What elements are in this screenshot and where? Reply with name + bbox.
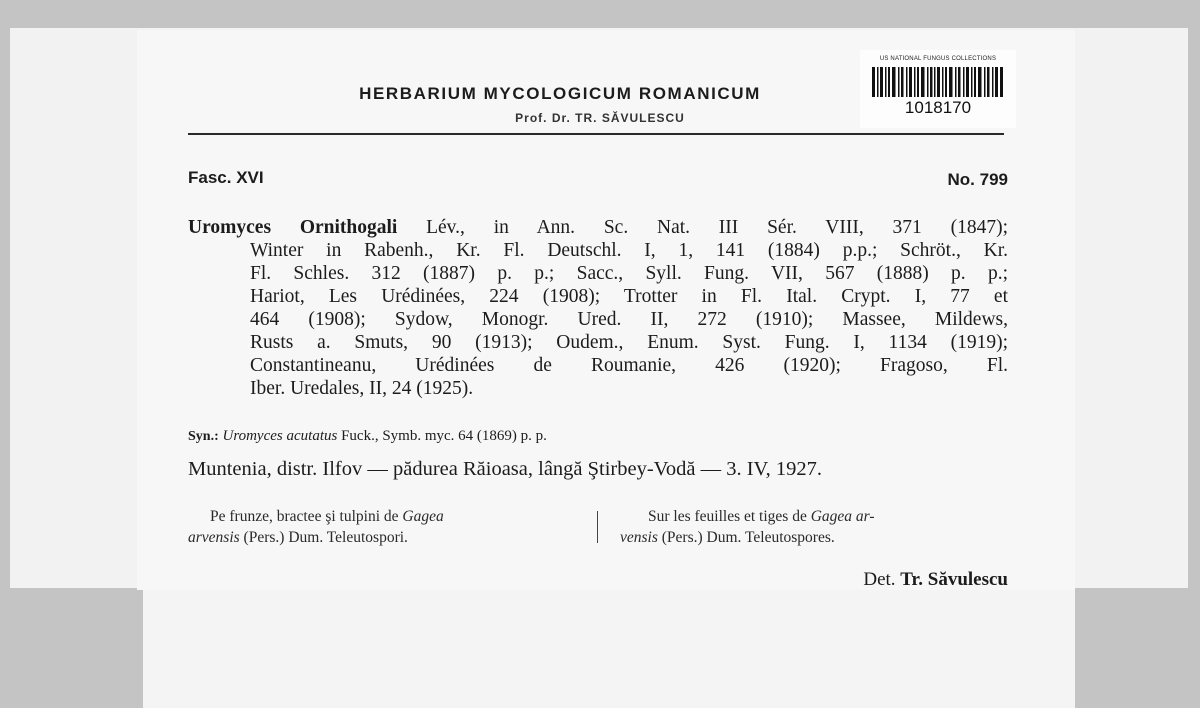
synonym-label: Syn.: [188,429,219,444]
determiner-prefix: Det. [863,569,896,590]
determiner [863,569,1008,591]
host-note-french [620,506,1008,548]
fascicle-label: Fasc. XVI [188,168,264,187]
barcode-caption: US NATIONAL FUNGUS COLLECTIONS [879,56,997,62]
host-fr-species: vensis [620,529,658,546]
barcode-number: 1018170 [904,98,972,117]
species-citation [188,216,1008,400]
herbarium-subtitle: Prof. Dr. TR. SĂVULESCU [515,111,685,125]
column-divider [597,511,598,543]
host-ro-text-2: (Pers.) Dum. Teleutospori. [239,529,408,546]
host-ro-species: arvensis [188,529,240,546]
host-fr-genus: Gagea ar- [810,508,875,525]
host-fr-text: Sur les feuilles et tiges de [648,508,811,525]
species-name: Uromyces Ornithogali [188,217,398,238]
header-rule [188,133,1004,135]
barcode-sticker [860,50,1016,128]
herbarium-title: HERBARIUM MYCOLOGICUM ROMANICUM [359,84,761,103]
citation-line: Iber. Uredales, II, 24 (1925). [250,378,474,399]
citation-line: Fl. Schles. 312 (1887) p. p.; Sacc., Syll. Fung. VII, 567 (1888) p. p.; [250,263,1008,284]
citation-line: Constantineanu, Urédinées de Roumanie, 426 (1920); Fragoso, Fl. [250,355,1008,376]
host-note-romanian [188,506,573,548]
host-fr-text-2: (Pers.) Dum. Teleutospores. [657,529,835,546]
citation-line: Winter in Rabenh., Kr. Fl. Deutschl. I, 1, 141 (1884) p.p.; Schröt., Kr. [250,240,1008,261]
synonym-reference: Fuck., Symb. myc. 64 (1869) p. p. [337,428,547,444]
citation-line: Rusts a. Smuts, 90 (1913); Oudem., Enum. Syst. Fung. I, 1134 (1919); [250,332,1008,353]
citation-line: Hariot, Les Urédinées, 224 (1908); Trotter in Fl. Ital. Crypt. I, 77 et [250,286,1008,307]
host-ro-text: Pe frunze, bractee şi tulpini de [210,508,403,525]
collection-locality: Muntenia, distr. Ilfov — pădurea Răioasa, lângă Ştirbey-Vodă — 3. IV, 1927. [188,458,823,480]
barcode-icon [872,67,1004,97]
citation-line-text: Lév., in Ann. Sc. Nat. III Sér. VIII, 371 (1847); [397,217,1008,238]
host-ro-genus: Gagea [402,508,444,525]
citation-line: 464 (1908); Sydow, Monogr. Ured. II, 272 (1910); Massee, Mildews, [250,309,1008,330]
synonym-line [188,428,547,445]
specimen-number: No. 799 [947,170,1008,189]
citation-line [188,216,1008,239]
synonym-name: Uromyces acutatus [222,428,338,444]
determiner-name: Tr. Săvulescu [900,569,1008,590]
